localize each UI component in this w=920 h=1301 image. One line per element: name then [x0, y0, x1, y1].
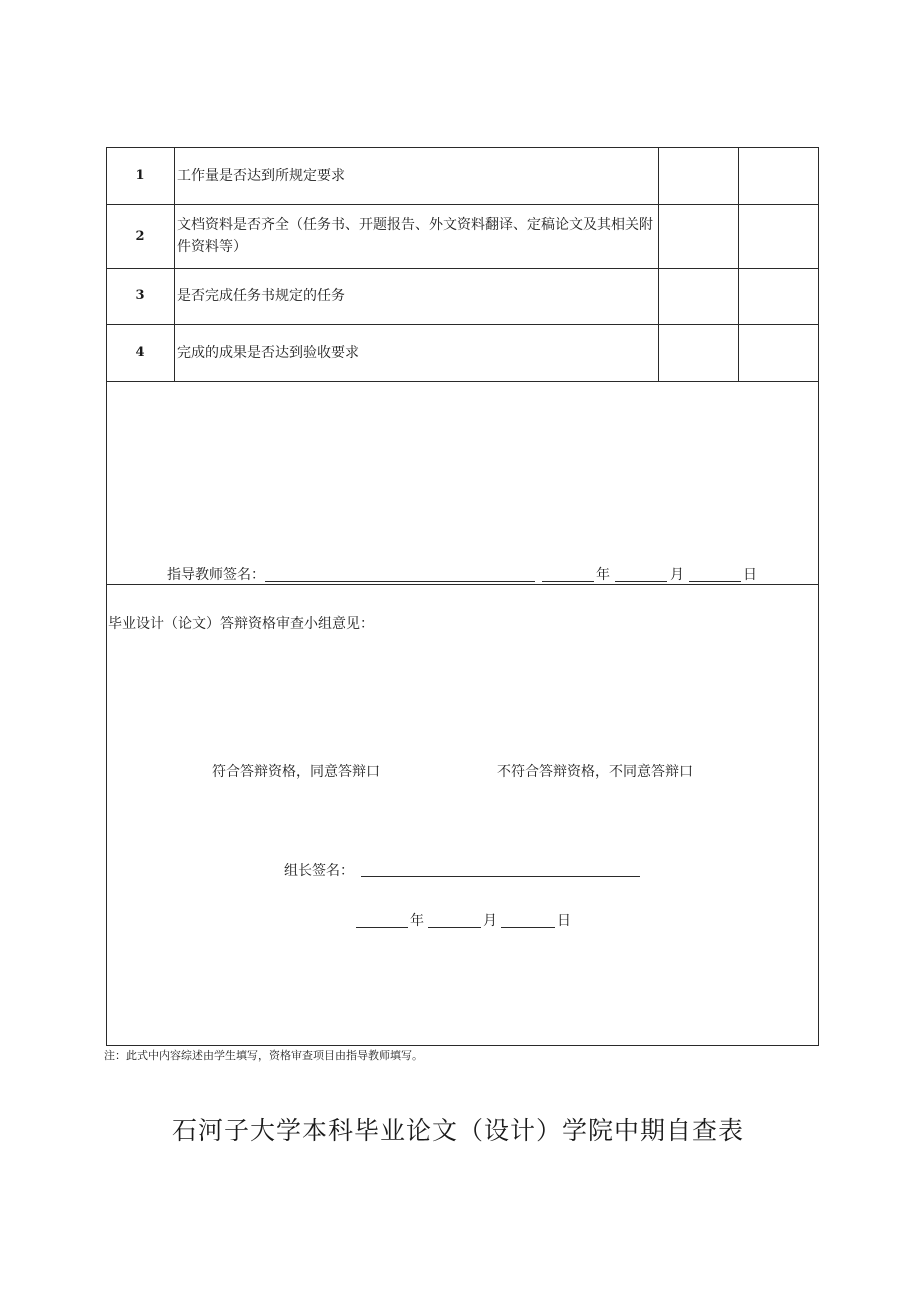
advisor-day-label: 日	[743, 567, 757, 583]
row-number-4: 4	[135, 345, 145, 360]
row-item-1: 工作量是否达到所规定要求	[177, 168, 345, 184]
row-number-2: 2	[135, 229, 145, 244]
advisor-year-label: 年	[596, 567, 610, 583]
row-divider-advisor	[106, 584, 819, 585]
review-month-blank[interactable]	[428, 927, 481, 928]
table-border-top	[106, 147, 819, 148]
advisor-month-label: 月	[670, 567, 684, 583]
col-divider-number	[174, 147, 175, 381]
review-heading: 毕业设计（论文）答辩资格审查小组意见：	[108, 616, 374, 632]
row-divider-4	[106, 381, 819, 382]
review-option-approve[interactable]: 符合答辩资格，同意答辩口	[212, 764, 380, 780]
row-item-3: 是否完成任务书规定的任务	[177, 288, 345, 304]
page-title: 石河子大学本科毕业论文（设计）学院中期自查表	[172, 1116, 745, 1145]
advisor-month-blank[interactable]	[615, 581, 667, 582]
col-divider-check-a	[658, 147, 659, 381]
row-item-2: 文档资料是否齐全（任务书、开题报告、外文资料翻译、定稿论文及其相关附件资料等）	[177, 217, 653, 255]
row-divider-3	[106, 324, 819, 325]
leader-sign-label: 组长签名：	[284, 863, 354, 879]
row-2-check-b[interactable]	[740, 206, 817, 267]
row-3-check-b[interactable]	[740, 270, 817, 323]
row-divider-2	[106, 268, 819, 269]
row-divider-1	[106, 204, 819, 205]
review-day-label: 日	[557, 913, 571, 929]
table-border-right	[818, 147, 819, 1046]
table-border-left	[106, 147, 107, 1046]
review-year-blank[interactable]	[356, 927, 408, 928]
review-day-blank[interactable]	[501, 927, 555, 928]
footnote: 注：此式中内容综述由学生填写，资格审查项目由指导教师填写。	[104, 1049, 423, 1062]
row-1-check-b[interactable]	[740, 149, 817, 203]
review-option-reject[interactable]: 不符合答辩资格，不同意答辩口	[497, 764, 693, 780]
advisor-year-blank[interactable]	[542, 581, 594, 582]
row-number-3: 3	[135, 288, 145, 303]
row-item-4: 完成的成果是否达到验收要求	[177, 345, 359, 361]
advisor-day-blank[interactable]	[689, 581, 741, 582]
row-1-check-a[interactable]	[660, 149, 737, 203]
row-3-check-a[interactable]	[660, 270, 737, 323]
col-divider-check-b	[738, 147, 739, 381]
advisor-sign-line[interactable]	[265, 581, 535, 582]
row-number-1: 1	[135, 168, 145, 183]
review-month-label: 月	[483, 913, 497, 929]
leader-sign-line[interactable]	[361, 876, 640, 877]
row-4-check-a[interactable]	[660, 326, 737, 380]
row-2-check-a[interactable]	[660, 206, 737, 267]
advisor-sign-label: 指导教师签名：	[167, 567, 265, 583]
table-border-bottom	[106, 1045, 819, 1046]
review-year-label: 年	[410, 913, 424, 929]
row-4-check-b[interactable]	[740, 326, 817, 380]
